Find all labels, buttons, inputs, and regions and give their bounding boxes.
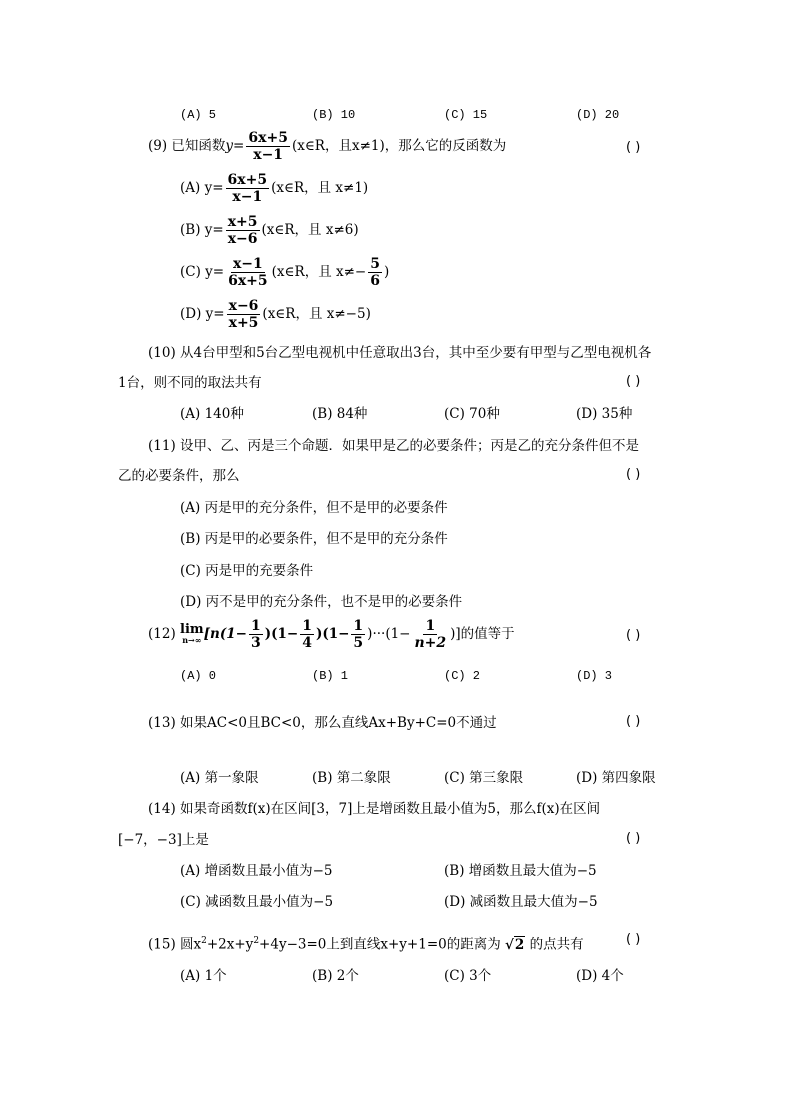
q8-option-d[interactable]: (D) 20	[576, 108, 620, 122]
q8-option-c[interactable]: (C) 15	[444, 108, 488, 122]
q9-denominator: x−1	[253, 147, 284, 163]
q14-option-c[interactable]: (C) 减函数且最小值为−5	[180, 894, 334, 910]
q15-sup-y: 2	[253, 936, 260, 946]
q9-d-den: x+5	[228, 315, 259, 331]
q9-option-a[interactable]	[180, 172, 368, 205]
q12-f1-num: 1	[250, 618, 261, 634]
q12-close: )]的值等于	[450, 626, 515, 642]
q9-numerator: 6x+5	[248, 130, 288, 146]
q8-option-a[interactable]: (A) 5	[180, 108, 217, 122]
q12-f3-num: 1	[353, 618, 364, 634]
q15-pre: (15) 圆x	[148, 936, 202, 953]
q15-mid: +2x+y	[206, 936, 254, 953]
q9-stem	[148, 130, 506, 163]
q15-option-c[interactable]: (C) 3个	[444, 968, 492, 984]
q12-mid2: )(1−	[315, 626, 350, 642]
q9-a-fraction	[226, 172, 270, 205]
q15-post: +4y−3=0上到直线x+y+1=0的距离为	[259, 936, 501, 953]
q11-answer-blank[interactable]: ( )	[626, 467, 641, 482]
q9-c-num: x−1	[232, 256, 263, 272]
q10-option-d[interactable]: (D) 35种	[576, 406, 633, 422]
q12-option-a[interactable]: (A) 0	[180, 669, 217, 683]
q9-b-label: (B) y=	[180, 222, 224, 238]
q12-lim-text: lim	[180, 621, 204, 637]
q11-option-d[interactable]: (D) 丙不是甲的充分条件，也不是甲的必要条件	[180, 594, 463, 610]
q14-option-a[interactable]: (A) 增函数且最小值为−5	[180, 863, 333, 879]
q12-limit	[180, 621, 204, 646]
q13-option-b[interactable]: (B) 第二象限	[312, 770, 391, 786]
q9-a-cond: (x∈R，且 x≠1)	[271, 180, 369, 196]
q9-b-den: x−6	[227, 231, 258, 247]
q12-f4-den: n+2	[414, 635, 447, 651]
q10-option-b[interactable]: (B) 84种	[312, 406, 368, 422]
q9-option-b[interactable]	[180, 214, 359, 247]
q11-option-a[interactable]: (A) 丙是甲的充分条件，但不是甲的必要条件	[180, 500, 448, 516]
q9-fraction	[246, 130, 290, 163]
q12-stem	[148, 618, 515, 651]
q9-d-label: (D) y=	[180, 306, 225, 322]
q10-answer-blank[interactable]: ( )	[626, 374, 641, 389]
q10-line2: 1台，则不同的取法共有	[118, 375, 262, 391]
q9-option-d[interactable]	[180, 298, 371, 331]
q14-line1: (14) 如果奇函数f(x)在区间[3，7]上是增函数且最小值为5，那么f(x)在区间	[148, 801, 601, 817]
q10-option-a[interactable]: (A) 140种	[180, 406, 244, 422]
q15-end: 的点共有	[529, 936, 584, 953]
q9-condition: (x∈R，且x≠1)，那么它的反函数为	[291, 138, 507, 154]
q9-c-fd: 6	[370, 273, 380, 289]
q12-f3-den: 5	[353, 635, 364, 651]
q15-option-b[interactable]: (B) 2个	[312, 968, 359, 984]
q12-frac-3	[351, 618, 365, 651]
q9-b-num: x+5	[227, 214, 258, 230]
q9-b-cond: (x∈R，且 x≠6)	[261, 222, 359, 238]
q12-f2-num: 1	[302, 618, 312, 634]
q15-sqrt: √2	[505, 936, 525, 953]
q9-c-end: )	[383, 264, 390, 280]
q9-y: y=	[225, 138, 245, 154]
q13-option-a[interactable]: (A) 第一象限	[180, 770, 259, 786]
q9-option-c[interactable]	[180, 256, 389, 289]
q9-a-den: x−1	[232, 189, 263, 205]
q14-line2: [−7，−3]上是	[118, 832, 209, 848]
q9-d-cond: (x∈R，且 x≠−5)	[262, 306, 371, 322]
q9-d-num: x−6	[228, 298, 259, 314]
q12-frac-1	[249, 618, 263, 651]
q12-mid1: )(1−	[264, 626, 299, 642]
q9-b-fraction	[226, 214, 260, 247]
q9-c-small-fraction	[368, 256, 382, 289]
q12-option-c[interactable]: (C) 2	[444, 669, 481, 683]
q12-option-d[interactable]: (D) 3	[576, 669, 613, 683]
q9-c-den: 6x+5	[228, 273, 268, 289]
q12-f1-den: 3	[250, 635, 261, 651]
q13-option-c[interactable]: (C) 第三象限	[444, 770, 524, 786]
q14-option-b[interactable]: (B) 增函数且最大值为−5	[444, 863, 597, 879]
q15-sup-x: 2	[201, 936, 207, 946]
q9-c-fraction	[226, 256, 270, 289]
q12-answer-blank[interactable]: ( )	[626, 628, 641, 643]
q12-open: [n(1−	[203, 626, 247, 642]
q14-option-d[interactable]: (D) 减函数且最大值为−5	[444, 894, 598, 910]
q13-stem: (13) 如果AC<0且BC<0，那么直线Ax+By+C=0不通过	[148, 715, 497, 731]
q11-option-c[interactable]: (C) 丙是甲的充要条件	[180, 563, 314, 579]
q15-option-a[interactable]: (A) 1个	[180, 968, 227, 984]
q12-frac-2	[300, 618, 314, 651]
q9-c-label: (C) y=	[180, 264, 225, 280]
q12-dots: )···(1−	[367, 626, 411, 642]
q10-line1: (10) 从4台甲型和5台乙型电视机中任意取出3台，其中至少要有甲型与乙型电视机各	[148, 345, 652, 361]
q15-root: 2	[514, 936, 525, 953]
q12-f4-num: 1	[425, 618, 436, 634]
q9-c-fn: 5	[370, 256, 380, 272]
q15-option-d[interactable]: (D) 4个	[576, 968, 624, 984]
q11-line2: 乙的必要条件，那么	[118, 468, 240, 484]
q11-option-b[interactable]: (B) 丙是甲的必要条件，但不是甲的充分条件	[180, 531, 448, 547]
q13-answer-blank[interactable]: ( )	[626, 714, 641, 729]
q15-stem	[148, 932, 584, 954]
q12-number: (12)	[148, 626, 176, 642]
q8-option-b[interactable]: (B) 10	[312, 108, 356, 122]
q9-d-fraction	[227, 298, 261, 331]
q15-answer-blank[interactable]: ( )	[626, 932, 641, 947]
q9-answer-blank[interactable]: ( )	[626, 140, 641, 155]
q10-option-c[interactable]: (C) 70种	[444, 406, 500, 422]
q11-line1: (11) 设甲、乙、丙是三个命题．如果甲是乙的必要条件；丙是乙的充分条件但不是	[148, 438, 640, 454]
q9-c-cond: (x∈R，且 x≠−	[271, 264, 367, 280]
q12-f2-den: 4	[302, 635, 312, 651]
q13-option-d[interactable]: (D) 第四象限	[576, 770, 656, 786]
q9-pre: 已知函数	[171, 138, 226, 154]
q9-a-num: 6x+5	[227, 172, 268, 188]
q14-answer-blank[interactable]: ( )	[626, 831, 641, 846]
q9-a-label: (A) y=	[180, 180, 224, 196]
q12-frac-4	[412, 618, 448, 651]
q9-number: (9)	[148, 138, 168, 154]
q12-lim-sub: n→∞	[182, 634, 202, 645]
q12-option-b[interactable]: (B) 1	[312, 669, 349, 683]
